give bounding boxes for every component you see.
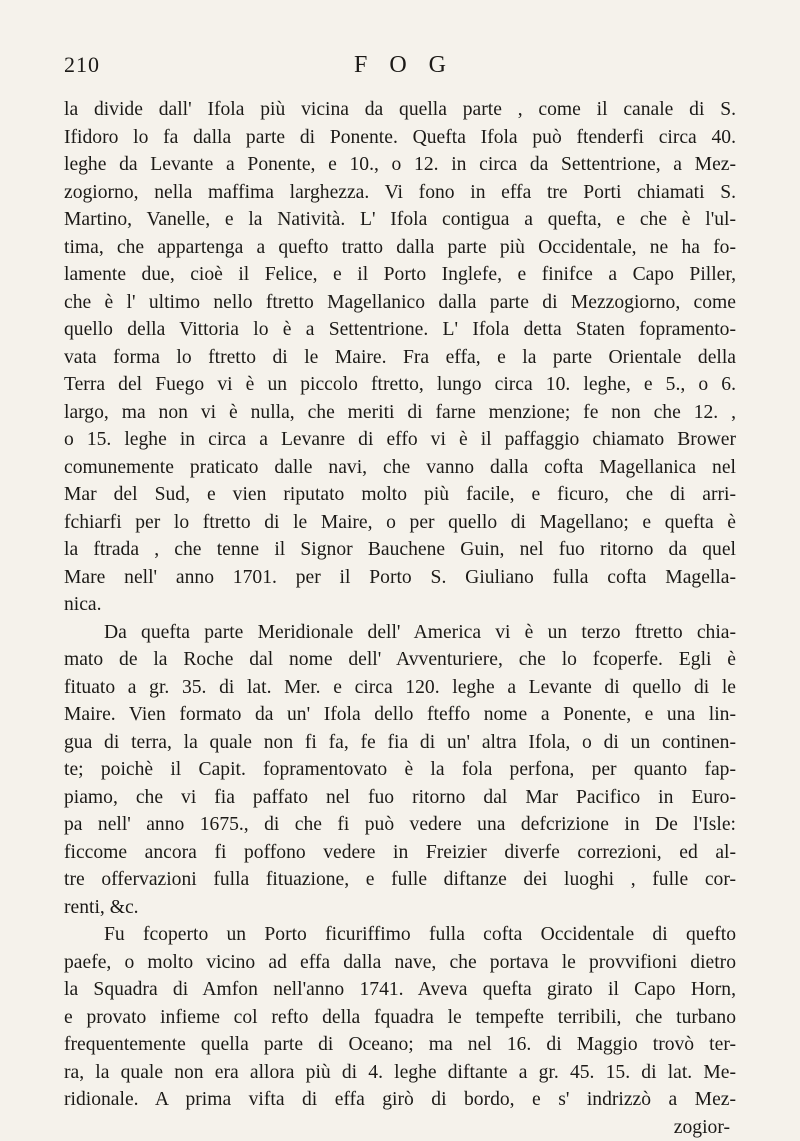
body-text bbox=[64, 96, 736, 1141]
text-line: zogiorno, nella maffima larghezza. Vi fono in effa tre Porti chiamati S. bbox=[64, 179, 736, 207]
text-line: Mar del Sud, e vien riputato molto più facile, e ficuro, che di arri- bbox=[64, 481, 736, 509]
text-line: Terra del Fuego vi è un piccolo ftretto, lungo circa 10. leghe, e 5., o 6. bbox=[64, 371, 736, 399]
text-line: Mare nell' anno 1701. per il Porto S. Giuliano fulla cofta Magella- bbox=[64, 564, 736, 592]
text-line: ridionale. A prima vifta di effa girò di bordo, e s' indrizzò a Mez- bbox=[64, 1086, 736, 1114]
text-line: fchiarfi per lo ftretto di le Maire, o per quello di Magellano; e quefta è bbox=[64, 509, 736, 537]
page-header bbox=[64, 52, 736, 92]
text-line: gua di terra, la quale non fi fa, fe fia di un' altra Ifola, o di un continen- bbox=[64, 729, 736, 757]
text-line: Da quefta parte Meridionale dell' America vi è un terzo ftretto chia- bbox=[64, 619, 736, 647]
text-line: vata forma lo ftretto di le Maire. Fra effa, e la parte Orientale della bbox=[64, 344, 736, 372]
text-line: Ifidoro lo fa dalla parte di Ponente. Quefta Ifola può ftenderfi circa 40. bbox=[64, 124, 736, 152]
text-line: fituato a gr. 35. di lat. Mer. e circa 120. leghe a Levante di quello di le bbox=[64, 674, 736, 702]
text-line: piamo, che vi fia paffato nel fuo ritorno dal Mar Pacifico in Euro- bbox=[64, 784, 736, 812]
text-line: comunemente praticato dalle navi, che vanno dalla cofta Magellanica nel bbox=[64, 454, 736, 482]
running-head: F O G bbox=[64, 52, 736, 79]
text-line: la Squadra di Amfon nell'anno 1741. Aveva quefta girato il Capo Horn, bbox=[64, 976, 736, 1004]
text-line: che è l' ultimo nello ftretto Magellanico dalla parte di Mezzogiorno, come bbox=[64, 289, 736, 317]
text-line: la ftrada , che tenne il Signor Bauchene Guin, nel fuo ritorno da quel bbox=[64, 536, 736, 564]
text-line: renti, &c. bbox=[64, 894, 736, 922]
text-line: ra, la quale non era allora più di 4. leghe diftante a gr. 45. 15. di lat. Me- bbox=[64, 1059, 736, 1087]
text-line: Maire. Vien formato da un' Ifola dello fteffo nome a Ponente, e una lin- bbox=[64, 701, 736, 729]
text-line: frequentemente quella parte di Oceano; ma nel 16. di Maggio trovò ter- bbox=[64, 1031, 736, 1059]
text-line: e provato infieme col refto della fquadra le tempefte terribili, che turbano bbox=[64, 1004, 736, 1032]
catchword: zogior- bbox=[64, 1114, 736, 1141]
text-line: o 15. leghe in circa a Levanre di effo vi è il paffaggio chiamato Brower bbox=[64, 426, 736, 454]
text-line: tre offervazioni fulla fituazione, e fulle diftanze dei luoghi , fulle cor- bbox=[64, 866, 736, 894]
text-line: Martino, Vanelle, e la Natività. L' Ifola contigua a quefta, e che è l'ul- bbox=[64, 206, 736, 234]
text-line: leghe da Levante a Ponente, e 10., o 12. in circa da Settentrione, a Mez- bbox=[64, 151, 736, 179]
text-line: pa nell' anno 1675., di che fi può vedere una defcrizione in De l'Isle: bbox=[64, 811, 736, 839]
text-line: Fu fcoperto un Porto ficuriffimo fulla cofta Occidentale di quefto bbox=[64, 921, 736, 949]
text-line: ficcome ancora fi poffono vedere in Freizier diverfe correzioni, ed al- bbox=[64, 839, 736, 867]
text-line: la divide dall' Ifola più vicina da quella parte , come il canale di S. bbox=[64, 96, 736, 124]
text-line: largo, ma non vi è nulla, che meriti di farne menzione; fe non che 12. , bbox=[64, 399, 736, 427]
text-line: tima, che appartenga a quefto tratto dalla parte più Occidentale, ne ha fo- bbox=[64, 234, 736, 262]
text-line: te; poichè il Capit. fopramentovato è la fola perfona, per quanto fap- bbox=[64, 756, 736, 784]
text-line: nica. bbox=[64, 591, 736, 619]
text-line: paefe, o molto vicino ad effa dalla nave, che portava le provvifioni dietro bbox=[64, 949, 736, 977]
page-number: 210 bbox=[64, 52, 100, 78]
text-line: quello della Vittoria lo è a Settentrione. L' Ifola detta Staten fopramento- bbox=[64, 316, 736, 344]
text-line: mato de la Roche dal nome dell' Avventuriere, che lo fcoperfe. Egli è bbox=[64, 646, 736, 674]
text-line: lamente due, cioè il Felice, e il Porto Inglefe, e finifce a Capo Piller, bbox=[64, 261, 736, 289]
